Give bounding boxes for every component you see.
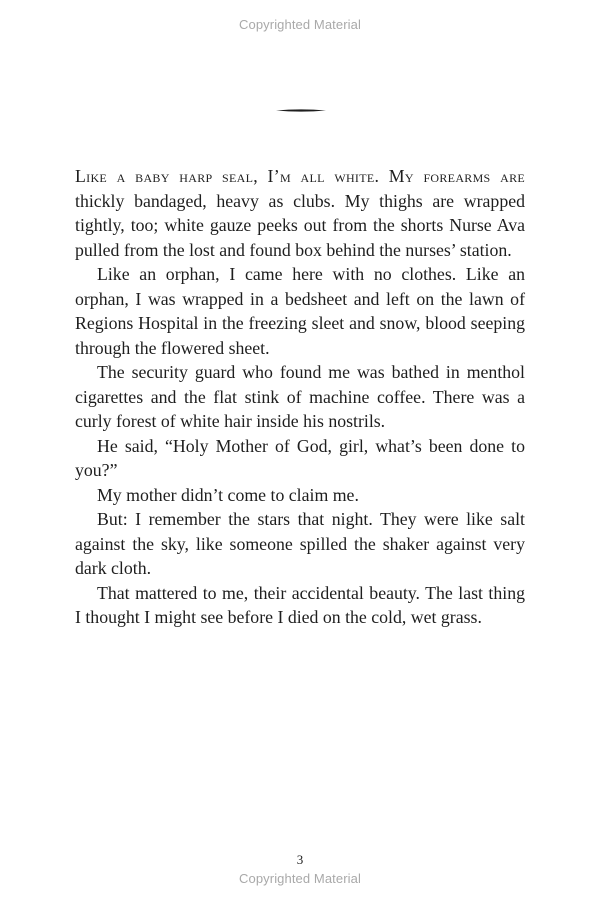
paragraph-1-text: thickly bandaged, heavy as clubs. My thighs are wrapped tightly, too; white gauze peeks out from the shorts Nurse Ava pulled from the lost and found box behind the nurses’ station. xyxy=(75,190,525,260)
page-number: 3 xyxy=(296,852,304,867)
paragraph-4: He said, “Holy Mother of God, girl, what’s been done to you?” xyxy=(75,435,525,480)
opening-smallcaps-phrase: Like a baby harp seal, I’m all white. My forearms are xyxy=(75,166,525,186)
chapter-body xyxy=(75,164,525,630)
paragraph-3: The security guard who found me was bathed in menthol cigarettes and the flat stink of machine coffee. There was a curly forest of white hair inside his nostrils. xyxy=(75,362,525,431)
copyright-watermark-top: Copyrighted Material xyxy=(239,17,361,32)
paragraph-1 xyxy=(75,164,525,262)
paragraph-7: That mattered to me, their accidental beauty. The last thing I thought I might see before I died on the cold, wet grass. xyxy=(75,582,525,627)
copyright-watermark-bottom: Copyrighted Material xyxy=(239,871,361,886)
paragraph-2: Like an orphan, I came here with no clothes. Like an orphan, I was wrapped in a bedsheet and left on the lawn of Regions Hospital in the freezing sleet and snow, blood seeping through the flowered sheet. xyxy=(75,264,525,358)
paragraph-6: But: I remember the stars that night. They were like salt against the sky, like someone spilled the shaker against very dark cloth. xyxy=(75,509,525,578)
section-break-ornament xyxy=(276,108,326,113)
paragraph-5: My mother didn’t come to claim me. xyxy=(97,484,359,505)
